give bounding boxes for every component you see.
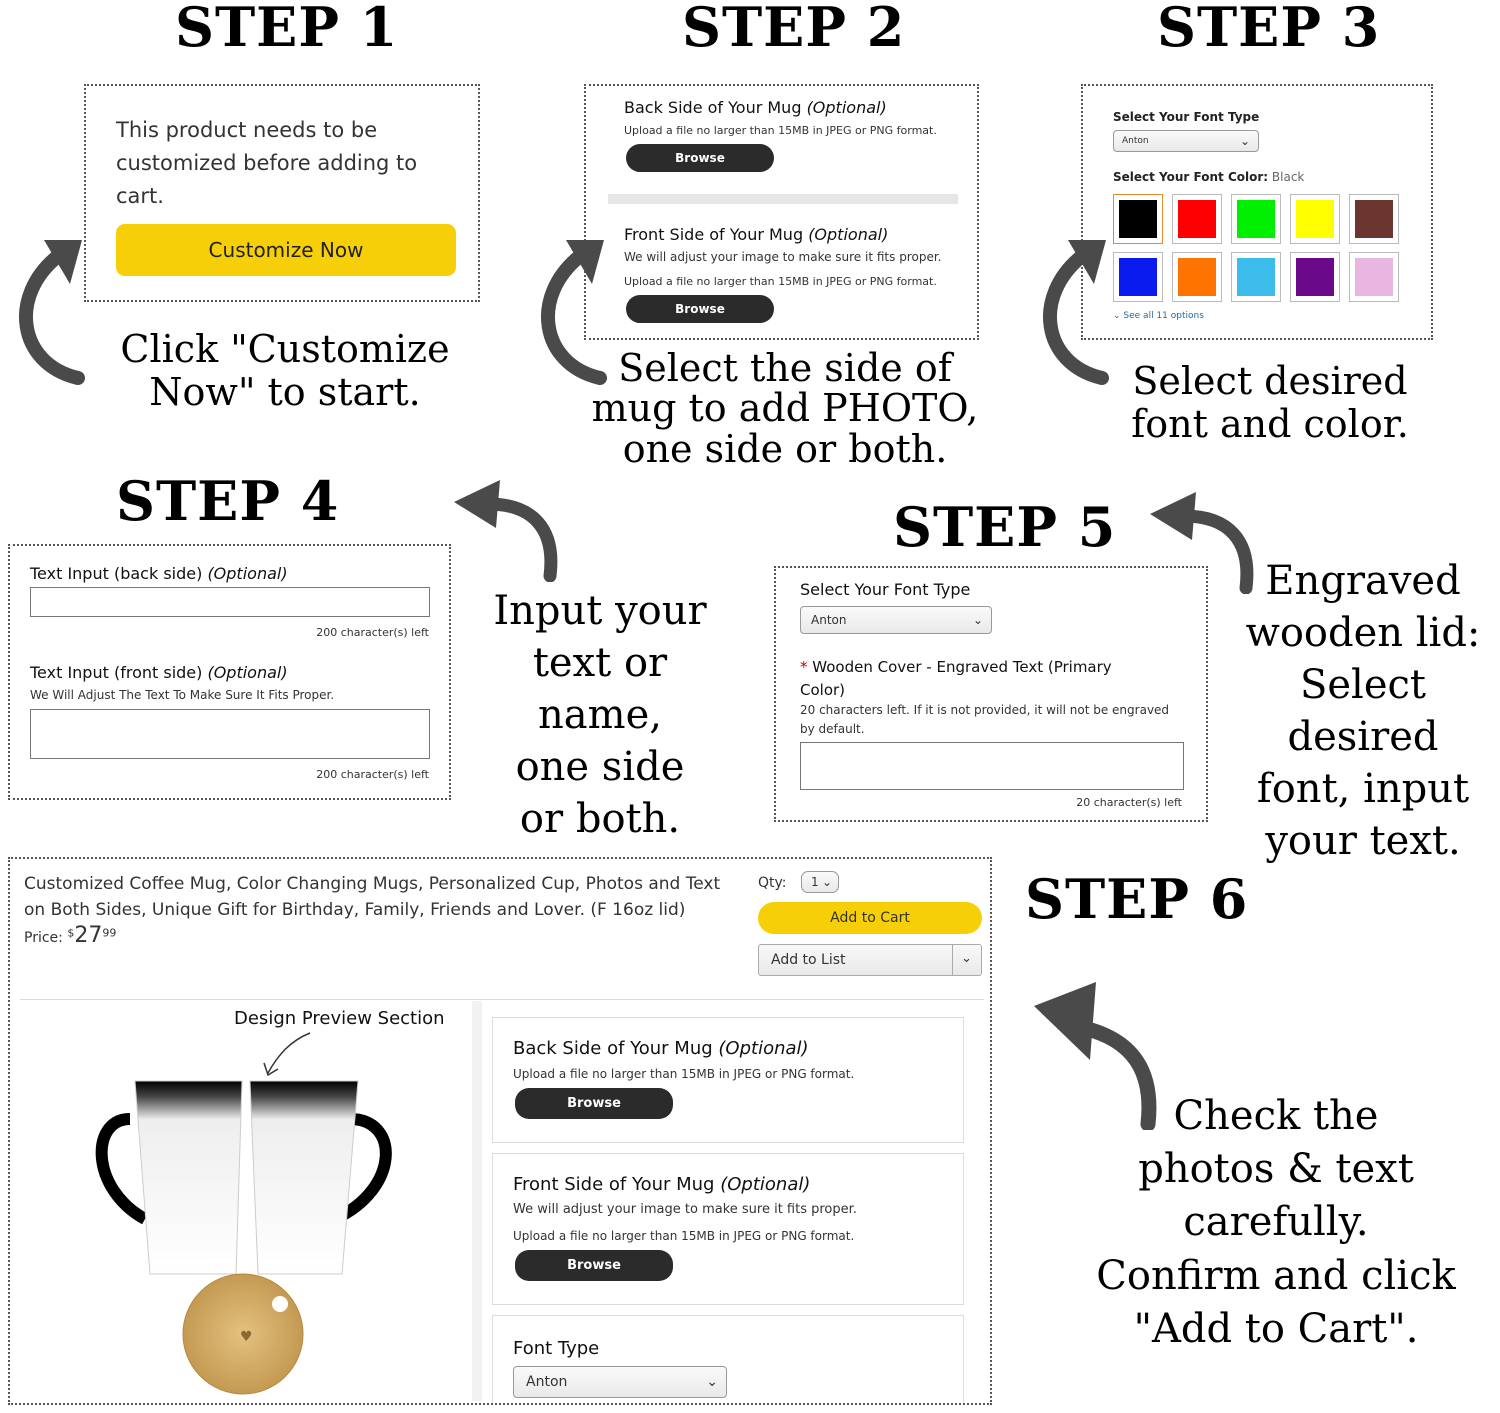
color-swatch-fill	[1178, 200, 1216, 238]
step4-caption-line: or both.	[519, 796, 681, 842]
color-swatch-fill	[1355, 200, 1393, 238]
color-swatch-fill	[1237, 258, 1275, 296]
step1-panel	[84, 84, 480, 302]
engraved-text-label	[800, 656, 1180, 702]
font-type-card	[492, 1315, 964, 1405]
front-side-card	[492, 1153, 964, 1305]
qty-value: 1	[811, 875, 819, 889]
text-input-back-label-text: Text Input (back side)	[30, 564, 203, 583]
chars-left-counter: 200 character(s) left	[316, 626, 429, 639]
step4-caption-line: Input your	[493, 588, 707, 634]
back-side-label-text: Back Side of Your Mug	[513, 1038, 713, 1059]
step4-caption-line: one side	[515, 744, 685, 790]
engraved-text-label-line: Wooden Cover - Engraved Text (Primary	[812, 658, 1112, 676]
back-side-label	[513, 1038, 809, 1059]
chevron-down-icon: ⌄	[706, 1374, 718, 1390]
color-swatch-fill	[1355, 258, 1393, 296]
step5-title: STEP 5	[893, 495, 1117, 559]
font-type-select[interactable]	[1113, 130, 1259, 152]
optional-tag: (Optional)	[718, 1038, 809, 1059]
adjust-text-hint: We Will Adjust The Text To Make Sure It Fits Proper.	[30, 688, 335, 702]
step6-caption-line: Check the	[1173, 1093, 1379, 1139]
font-type-select[interactable]	[513, 1366, 727, 1398]
price-currency: $	[67, 926, 75, 940]
color-swatch-fill	[1296, 258, 1334, 296]
divider	[472, 1001, 482, 1401]
chevron-down-icon: ⌄	[972, 613, 983, 627]
step1-caption-line: Click "Customize	[120, 327, 450, 371]
font-type-value: Anton	[811, 613, 847, 627]
font-type-label: Select Your Font Type	[800, 580, 971, 599]
step6-panel	[8, 857, 992, 1405]
font-color-label	[1113, 170, 1304, 184]
price	[24, 923, 116, 948]
add-to-list-label: Add to List	[771, 952, 846, 968]
front-side-label	[624, 225, 888, 244]
color-swatch[interactable]	[1113, 252, 1163, 302]
engraved-text-hint: 20 characters left. If it is not provided, it will not be engraved by default.	[800, 703, 1170, 736]
color-swatch[interactable]	[1113, 194, 1163, 244]
chars-left-counter: 20 character(s) left	[1076, 796, 1182, 809]
color-swatch[interactable]	[1349, 194, 1399, 244]
front-side-label-text: Front Side of Your Mug	[513, 1174, 715, 1195]
color-swatch-fill	[1119, 200, 1157, 238]
text-input-front-field[interactable]	[30, 709, 430, 759]
step2-caption-line: Select the side of	[618, 346, 952, 390]
step6-caption-line: carefully.	[1183, 1199, 1369, 1246]
step5-caption-line: wooden lid:	[1245, 610, 1481, 656]
step6-caption-line: Confirm and click	[1096, 1252, 1456, 1299]
step6-title: STEP 6	[1025, 867, 1249, 931]
back-side-card	[492, 1017, 964, 1143]
step3-caption-line: Select desired	[1132, 359, 1408, 403]
browse-button[interactable]: Browse	[515, 1088, 673, 1119]
step1-title: STEP 1	[175, 0, 399, 59]
step5-panel	[774, 566, 1208, 822]
step5-caption-line: Engraved	[1265, 558, 1461, 604]
step3-title: STEP 3	[1157, 0, 1381, 59]
step2-title: STEP 2	[682, 0, 906, 59]
curved-arrow-icon	[8, 236, 88, 386]
qty-label: Qty:	[758, 875, 787, 891]
text-input-front-label	[30, 663, 288, 682]
step4-caption	[465, 585, 735, 845]
step4-caption-line: text or name,	[532, 640, 668, 738]
chevron-down-icon: ⌄	[1239, 134, 1250, 148]
add-to-list-button[interactable]	[758, 944, 982, 976]
optional-tag: (Optional)	[806, 98, 887, 117]
font-type-label: Font Type	[513, 1338, 600, 1359]
design-preview-label: Design Preview Section	[234, 1008, 445, 1029]
add-to-cart-button[interactable]: Add to Cart	[758, 902, 982, 934]
upload-hint: Upload a file no larger than 15MB in JPEG or PNG format.	[513, 1067, 855, 1081]
font-type-select[interactable]	[800, 606, 992, 634]
price-fraction: 99	[102, 926, 117, 940]
engraved-text-label-line: Color)	[800, 681, 846, 699]
front-side-label-text: Front Side of Your Mug	[624, 225, 804, 244]
font-type-value: Anton	[526, 1374, 568, 1390]
color-swatch[interactable]	[1231, 194, 1281, 244]
qty-select[interactable]	[801, 871, 839, 893]
divider	[608, 194, 958, 204]
font-color-value: Black	[1271, 170, 1305, 184]
step1-caption-line: Now" to start.	[149, 369, 421, 414]
see-all-options-link[interactable]	[1113, 311, 1204, 321]
curved-arrow-icon	[452, 478, 564, 582]
color-swatch[interactable]	[1172, 252, 1222, 302]
step2-caption	[580, 348, 990, 469]
divider	[952, 945, 953, 975]
product-title: Customized Coffee Mug, Color Changing Mugs, Personalized Cup, Photos and Text on Both Sides, Unique Gift for Birthday, Family, Friends and Lover. (F 16oz lid)	[24, 874, 721, 920]
color-swatch-fill	[1296, 200, 1334, 238]
chevron-down-icon[interactable]: ⌄	[961, 951, 972, 966]
step6-caption	[1095, 1090, 1457, 1356]
upload-hint: Upload a file no larger than 15MB in JPEG or PNG format.	[624, 275, 937, 288]
back-side-label-text: Back Side of Your Mug	[624, 98, 802, 117]
chevron-down-icon: ⌄	[821, 875, 832, 889]
step5-caption	[1222, 555, 1500, 867]
svg-text:♥: ♥	[240, 1329, 253, 1345]
step4-panel	[8, 544, 451, 800]
font-type-label: Select Your Font Type	[1113, 110, 1260, 124]
color-swatch[interactable]	[1349, 252, 1399, 302]
color-swatch-fill	[1119, 258, 1157, 296]
text-input-back-label	[30, 564, 288, 583]
price-label: Price:	[24, 930, 63, 946]
adjust-hint: We will adjust your image to make sure it fits proper.	[624, 250, 942, 264]
back-side-label	[624, 98, 887, 117]
divider	[20, 999, 984, 1000]
optional-tag: (Optional)	[207, 564, 288, 583]
step3-caption	[1100, 360, 1440, 445]
chevron-down-icon: ⌄	[1113, 311, 1124, 321]
customize-message: This product needs to be customized before adding to cart.	[116, 118, 418, 208]
color-swatch[interactable]	[1290, 194, 1340, 244]
browse-button[interactable]: Browse	[626, 295, 774, 323]
text-input-front-label-text: Text Input (front side)	[30, 663, 203, 682]
optional-tag: (Optional)	[207, 663, 288, 682]
font-type-value: Anton	[1122, 136, 1149, 146]
step2-panel	[584, 84, 979, 340]
adjust-hint: We will adjust your image to make sure it fits proper.	[513, 1202, 857, 1217]
step4-title: STEP 4	[116, 469, 340, 533]
font-color-label-text: Select Your Font Color:	[1113, 170, 1269, 184]
color-swatch-fill	[1237, 200, 1275, 238]
color-swatch[interactable]	[1172, 194, 1222, 244]
color-swatch[interactable]	[1290, 252, 1340, 302]
upload-hint: Upload a file no larger than 15MB in JPEG or PNG format.	[624, 124, 937, 137]
step2-caption-line: one side or both.	[622, 426, 948, 471]
color-swatch-fill	[1178, 258, 1216, 296]
optional-tag: (Optional)	[808, 225, 889, 244]
required-mark: *	[800, 658, 808, 676]
step3-panel	[1081, 84, 1433, 340]
step3-caption-line: font and color.	[1131, 401, 1409, 446]
customize-now-button[interactable]: Customize Now	[116, 224, 456, 276]
browse-button[interactable]: Browse	[515, 1250, 673, 1281]
step5-caption-line: font, input	[1256, 766, 1470, 812]
step1-caption	[100, 328, 470, 413]
engraved-text-field[interactable]	[800, 742, 1184, 790]
step5-caption-line: Select desired	[1287, 662, 1439, 760]
step5-caption-line: your text.	[1265, 818, 1461, 864]
text-input-back-field[interactable]	[30, 587, 430, 617]
step2-caption-line: mug to add PHOTO,	[591, 386, 979, 431]
step6-caption-line: photos & text	[1138, 1146, 1414, 1193]
color-swatch[interactable]	[1231, 252, 1281, 302]
upload-hint: Upload a file no larger than 15MB in JPEG or PNG format.	[513, 1229, 855, 1243]
pointer-arrow-icon	[260, 1029, 320, 1079]
chars-left-counter: 200 character(s) left	[316, 768, 429, 781]
step6-caption-line: "Add to Cart".	[1133, 1305, 1419, 1352]
see-all-options-text: See all 11 options	[1123, 311, 1204, 321]
optional-tag: (Optional)	[720, 1174, 811, 1195]
mug-preview-image	[90, 1079, 410, 1399]
price-whole: 27	[74, 923, 103, 948]
front-side-label	[513, 1174, 810, 1195]
browse-button[interactable]: Browse	[626, 144, 774, 172]
